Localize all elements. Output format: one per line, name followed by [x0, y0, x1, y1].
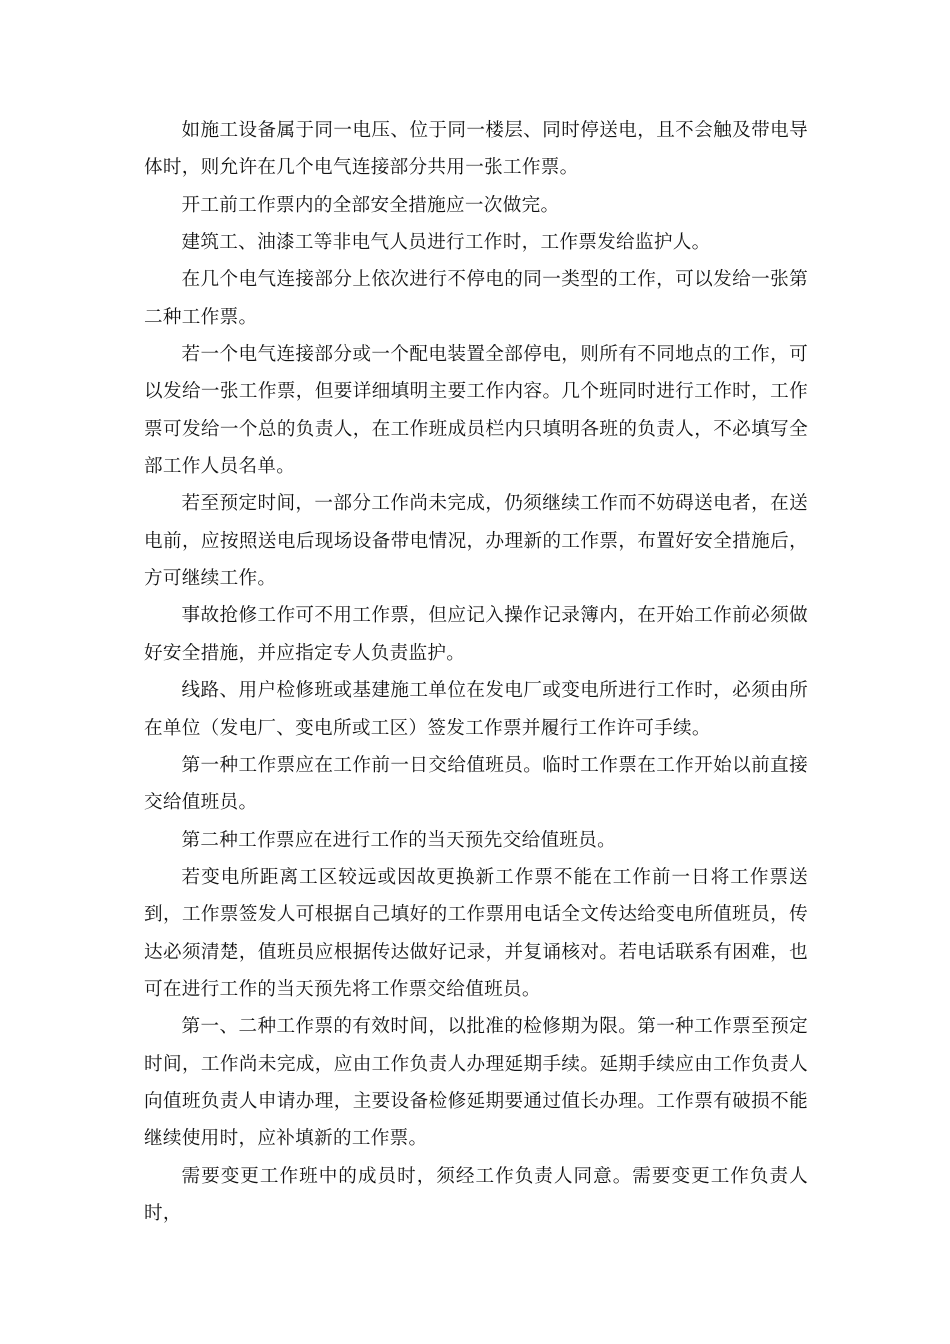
- paragraph: 开工前工作票内的全部安全措施应一次做完。: [181, 194, 560, 216]
- paragraph: 第一种工作票应在工作前一日交给值班员。临时工作票在工作开始以前直接交给值班员。: [144, 754, 808, 814]
- paragraph: 在几个电气连接部分上依次进行不停电的同一类型的工作，可以发给一张第二种工作票。: [144, 269, 808, 328]
- paragraph: 第二种工作票应在进行工作的当天预先交给值班员。: [181, 829, 617, 851]
- paragraph: 若一个电气连接部分或一个配电装置全部停电，则所有不同地点的工作，可以发给一张工作票，但要详细填明主要工作内容。几个班同时进行工作时，工作票可发给一个总的负责人，在工作班成员栏内只填明各班的负责人，不必填写全部工作人员名单。: [144, 344, 808, 478]
- paragraph: 若至预定时间，一部分工作尚未完成，仍须继续工作而不妨碍送电者，在送电前，应按照送电后现场设备带电情况，办理新的工作票，布置好安全措施后，方可继续工作。: [144, 493, 808, 590]
- paragraph: 如施工设备属于同一电压、位于同一楼层、同时停送电，且不会触及带电导体时，则允许在几个电气连接部分共用一张工作票。: [144, 120, 808, 179]
- paragraph: 若变电所距离工区较远或因故更换新工作票不能在工作前一日将工作票送到，工作票签发人可根据自己填好的工作票用电话全文传达给变电所值班员，传达必须清楚，值班员应根据传达做好记录，并复诵核对。若电话联系有困难，也可在进行工作的当天预先将工作票交给值班员。: [144, 866, 808, 1000]
- paragraph: 第一、二种工作票的有效时间，以批准的检修期为限。第一种工作票至预定时间，工作尚未完成，应由工作负责人办理延期手续。延期手续应由工作负责人向值班负责人申请办理，主要设备检修延期要通过值长办理。工作票有破损不能继续使用时，应补填新的工作票。: [144, 1016, 808, 1150]
- paragraph: 建筑工、油漆工等非电气人员进行工作时，工作票发给监护人。: [181, 232, 711, 254]
- paragraph: 需要变更工作班中的成员时，须经工作负责人同意。需要变更工作负责人时，: [144, 1165, 808, 1224]
- document-body: [144, 112, 808, 1232]
- paragraph: 事故抢修工作可不用工作票，但应记入操作记录簿内，在开始工作前必须做好安全措施，并应指定专人负责监护。: [144, 605, 808, 664]
- paragraph: 线路、用户检修班或基建施工单位在发电厂或变电所进行工作时，必须由所在单位（发电厂、变电所或工区）签发工作票并履行工作许可手续。: [144, 680, 808, 739]
